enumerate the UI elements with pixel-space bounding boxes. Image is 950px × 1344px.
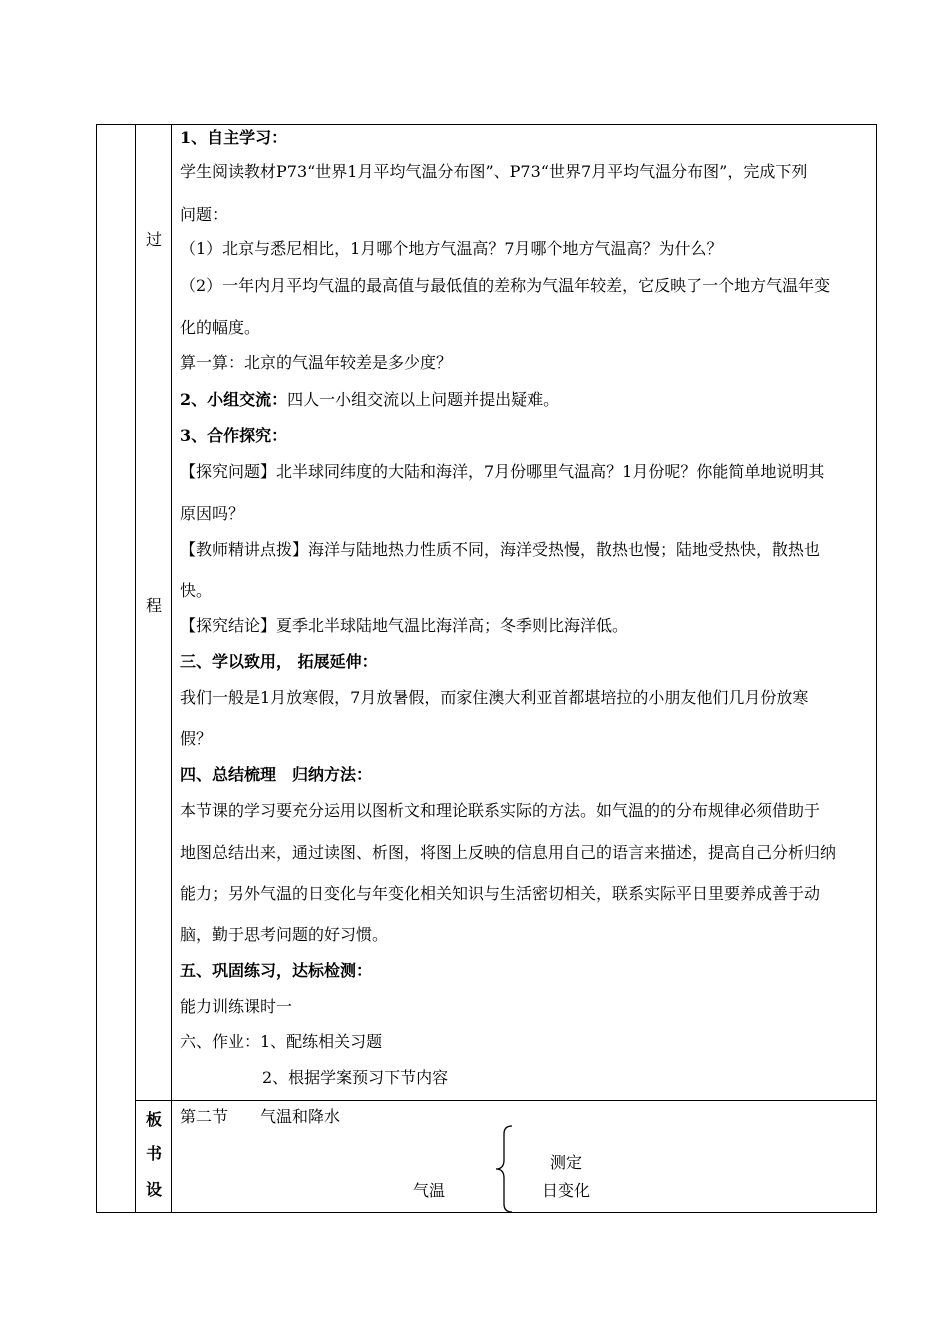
table-border-bottom [96,1212,877,1213]
section-summary: 四、总结梳理 归纳方法： [180,765,373,784]
board-title: 第二节 气温和降水 [180,1107,341,1126]
board-label-char-1: 板 [146,1110,163,1129]
apply-text-line1: 我们一般是1月放寒假，7月放暑假，而家住澳大利亚首都堪培拉的小朋友他们几月份放寒 [180,688,809,707]
table-border-right [876,124,877,1213]
process-label-top: 过 [146,230,163,249]
paragraph-reading-line1: 学生阅读教材P73“世界1月平均气温分布图”、P73“世界7月平均气温分布图”，完成下列 [180,162,808,181]
heading-group-exchange-text: 四人一小组交流以上问题并提出疑难。 [287,390,560,409]
heading-cooperative-inquiry: 3、合作探究： [180,426,288,445]
curly-brace-icon [494,1124,516,1214]
table-border-left [96,124,97,1213]
question-2-line1: （2）一年内月平均气温的最高值与最低值的差称为气温年较差，它反映了一个地方气温年变 [180,276,831,295]
homework-line1: 六、作业：1、配练相关习题 [180,1032,383,1051]
explore-conclusion: 【探究结论】夏季北半球陆地气温比海洋高；冬季则比海洋低。 [180,616,629,635]
summary-line3: 能力；另外气温的日变化与年变化相关知识与生活密切相关，联系实际平日里要养成善于动 [180,884,821,903]
board-branch-measure: 测定 [550,1153,583,1172]
table-row-divider [135,1100,877,1101]
summary-line4: 脑，勤于思考问题的好习惯。 [180,925,389,944]
teacher-explain-line2: 快。 [180,581,213,600]
teacher-explain-line1: 【教师精讲点拨】海洋与陆地热力性质不同，海洋受热慢，散热也慢；陆地受热快，散热也 [180,540,821,559]
board-label-char-3: 设 [146,1180,163,1199]
question-2-line2: 化的幅度。 [180,318,261,337]
explore-question-line2: 原因吗？ [180,504,245,523]
board-label-char-2: 书 [146,1144,163,1163]
summary-line2: 地图总结出来，通过读图、析图，将图上反映的信息用自己的语言来描述，提高自己分析归纳 [180,843,837,862]
table-border-top [96,124,877,125]
calculation-prompt: 算一算：北京的气温年较差是多少度？ [180,353,453,372]
section-apply: 三、学以致用， 拓展延伸： [180,652,378,671]
heading-group-exchange-number: 2、 [180,390,208,409]
process-label-bottom: 程 [146,596,163,615]
board-topic: 气温 [413,1181,446,1200]
summary-line1: 本节课的学习要充分运用以图析文和理论联系实际的方法。如气温的的分布规律必须借助于 [180,801,821,820]
heading-self-study: 1、自主学习： [180,128,288,147]
heading-group-exchange-label: 小组交流： [207,390,288,409]
question-1: （1）北京与悉尼相比，1月哪个地方气温高？7月哪个地方气温高？为什么？ [180,239,723,258]
homework-line2: 2、根据学案预习下节内容 [262,1068,449,1087]
practice-text: 能力训练课时一 [180,997,293,1016]
paragraph-reading-line2: 问题： [180,205,229,224]
table-border-col2 [171,124,172,1213]
section-practice: 五、巩固练习，达标检测： [180,961,373,980]
apply-text-line2: 假？ [180,729,213,748]
heading-group-exchange [180,392,559,408]
board-branch-daily-change: 日变化 [542,1181,591,1200]
table-border-col1 [135,124,136,1213]
explore-question-line1: 【探究问题】北半球同纬度的大陆和海洋，7月份哪里气温高？1月份呢？你能简单地说明其 [180,462,825,481]
